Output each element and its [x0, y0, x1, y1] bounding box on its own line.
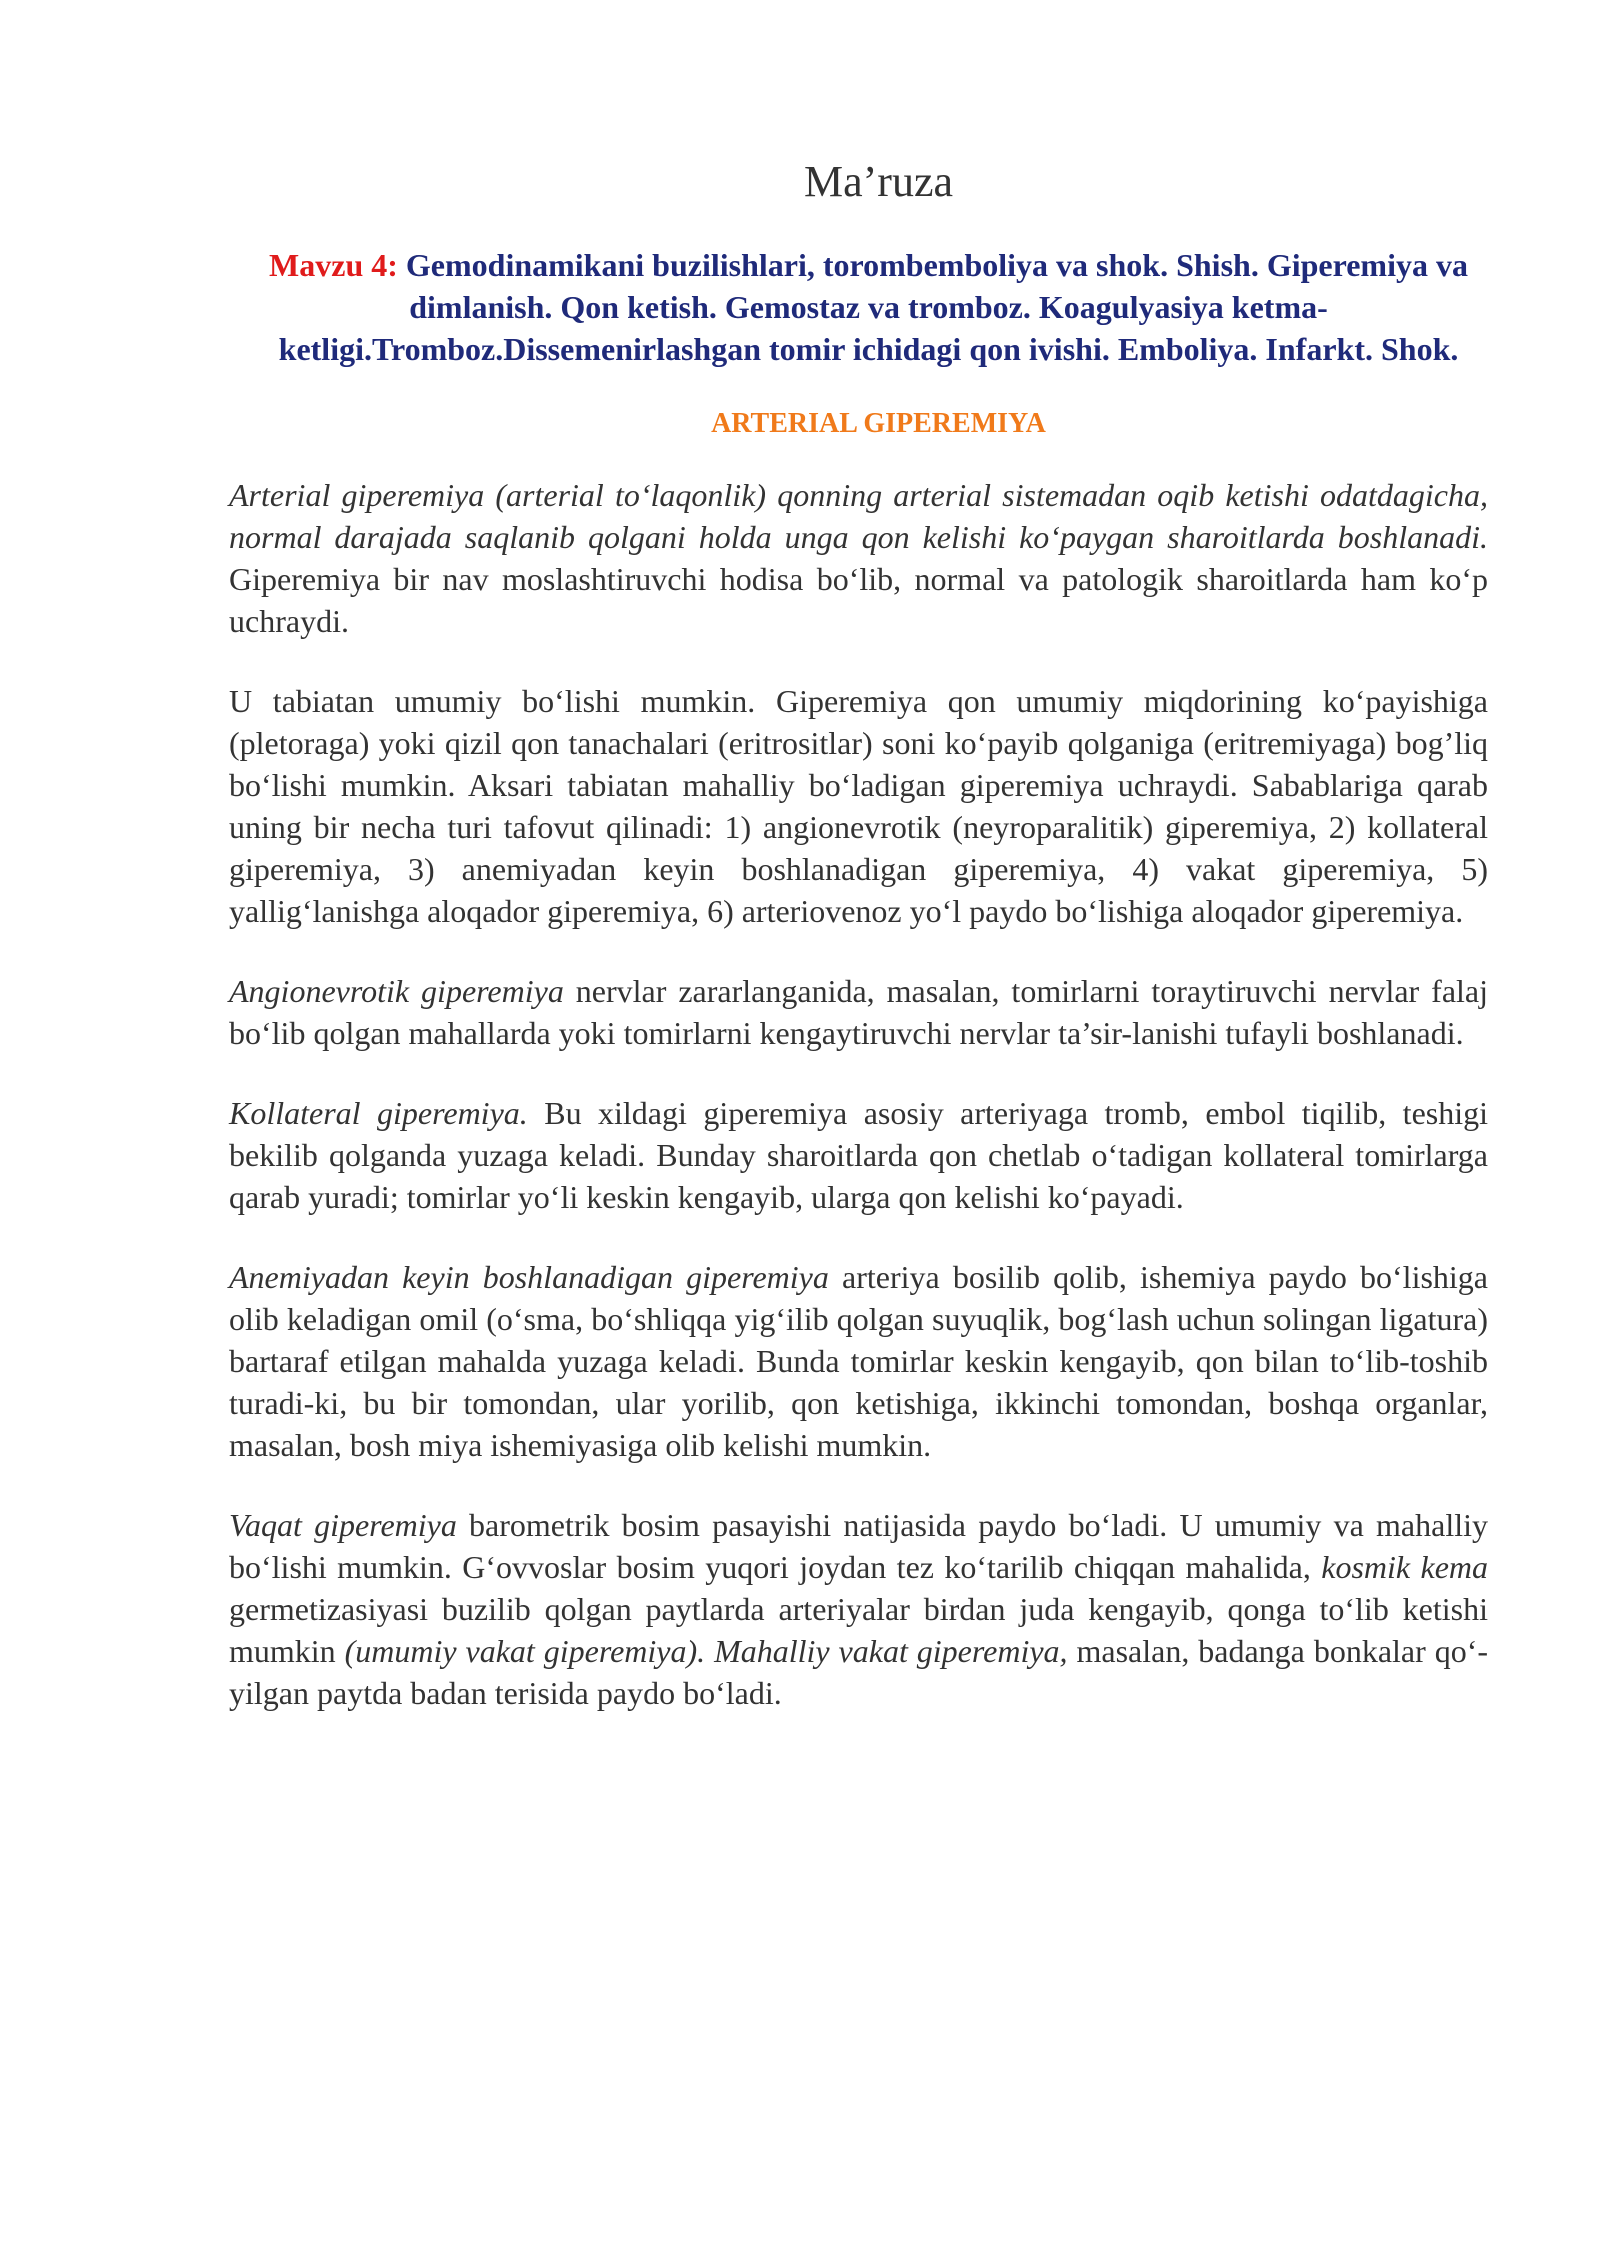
paragraph-kollateral	[229, 1092, 1488, 1218]
paragraph-anemiya-text: arteriya bosilib qolib, ishemiya paydo boʻlishiga olib keladigan omil (oʻsma, boʻshliqqa yigʻilib qolgan suyuqlik, bogʻlash uchun solingan ligatura) bartaraf etilgan mahalda yuzaga keladi. Bunda tomirlar keskin kengayib, qon bilan toʻlib-toshib turadi-ki, bu bir tomondan, ular yorilib, qon ketishiga, ikkinchi tomondan, boshqa organlar, masalan, bosh miya ishemiyasiga olib kelishi mumkin.	[229, 1259, 1488, 1463]
paragraph-kollateral-text: Bu xildagi giperemiya asosiy arteriyaga tromb, embol tiqilib, teshigi bekilib qolganda yuzaga keladi. Bunday sharoitlarda qon chetlab oʻtadigan kollateral tomirlarga qarab yuradi; tomirlar yoʻli keskin kengayib, ularga qon kelishi koʻpayadi.	[229, 1095, 1489, 1215]
paragraph-vaqat-italic-c: (umumiy vakat giperemiya). Mahalliy vakat giperemiya,	[344, 1633, 1068, 1669]
paragraph-vaqat-italic-b: kosmik kema	[1321, 1549, 1489, 1585]
topic-heading	[229, 244, 1488, 370]
paragraph-kollateral-italic: Kollateral giperemiya.	[229, 1095, 528, 1131]
section-heading: ARTERIAL GIPEREMIYA	[711, 408, 1046, 439]
paragraph-intro-italic: Arterial giperemiya (arterial toʻlaqonlik) qonning arterial sistemadan oqib ketishi odatdagicha, normal darajada saqlanib qolgani holda unga qon kelishi koʻpaygan sharoitlarda boshlanadi.	[229, 477, 1488, 555]
paragraph-angionevrotik-italic: Angionevrotik giperemiya	[229, 973, 564, 1009]
paragraph-intro-text: Giperemiya bir nav moslashtiruvchi hodisa boʻlib, normal va patologik sharoitlarda ham koʻp uchraydi.	[229, 561, 1488, 639]
paragraph-types	[229, 680, 1488, 932]
topic-label: Mavzu 4:	[269, 247, 398, 283]
paragraph-types-text: U tabiatan umumiy boʻlishi mumkin. Giperemiya qon umumiy miqdorining koʻpayishiga (pletoraga) yoki qizil qon tanachalari (eritrositlar) soni koʻpayib qolganiga (eritremiyaga) bog’liq boʻlishi mumkin. Aksari tabiatan mahalliy boʻladigan giperemiya uchraydi. Sabablariga qarab uning bir necha turi tafovut qilinadi: 1) angionevrotik (neyroparalitik) giperemiya, 2) kollateral giperemiya, 3) anemiyadan keyin boshlanadigan giperemiya, 4) vakat giperemiya, 5) yalligʻlanishga aloqador giperemiya, 6) arteriovenoz yoʻl paydo boʻlishiga aloqador giperemiya.	[229, 683, 1488, 929]
document-page	[229, 150, 1488, 1752]
paragraph-vaqat-italic: Vaqat giperemiya	[229, 1507, 457, 1543]
paragraph-vaqat-text-a: barometrik bosim pasayishi natijasida paydo boʻladi. U umumiy va mahalliy boʻlishi mumkin. Gʻovvoslar bosim yuqori joydan tez koʻtarilib chiqqan mahalida,	[229, 1507, 1489, 1585]
paragraph-vaqat-text-c: masalan, badanga bonkalar qoʻ-yilgan paytda badan terisida paydo boʻladi.	[229, 1633, 1489, 1711]
paragraph-anemiya-italic: Anemiyadan keyin boshlanadigan giperemiya	[229, 1259, 829, 1295]
paragraph-vaqat	[229, 1504, 1488, 1714]
paragraph-vaqat-text-b: germetizasiyasi buzilib qolgan paytlarda arteriyalar birdan juda kengayib, qonga toʻlib ketishi mumkin	[229, 1591, 1488, 1669]
paragraph-anemiya	[229, 1256, 1488, 1466]
paragraph-angionevrotik-text: nervlar zararlanganida, masalan, tomirlarni toraytiruvchi nervlar falaj boʻlib qolgan mahallarda yoki tomirlarni kengaytiruvchi nervlar ta’sir-lanishi tufayli boshlanadi.	[229, 973, 1489, 1051]
paragraph-angionevrotik	[229, 970, 1488, 1054]
document-title: Ma’ruza	[803, 157, 953, 206]
paragraph-intro	[229, 474, 1488, 642]
topic-text: Gemodinamikani buzilishlari, torombemboliya va shok. Shish. Giperemiya va dimlanish. Qon ketish. Gemostaz va tromboz. Koagulyasiya ketma-ketligi.Tromboz.Dissemenirlashgan tomir ichidagi qon ivishi. Emboliya. Infarkt. Shok.	[278, 247, 1468, 367]
